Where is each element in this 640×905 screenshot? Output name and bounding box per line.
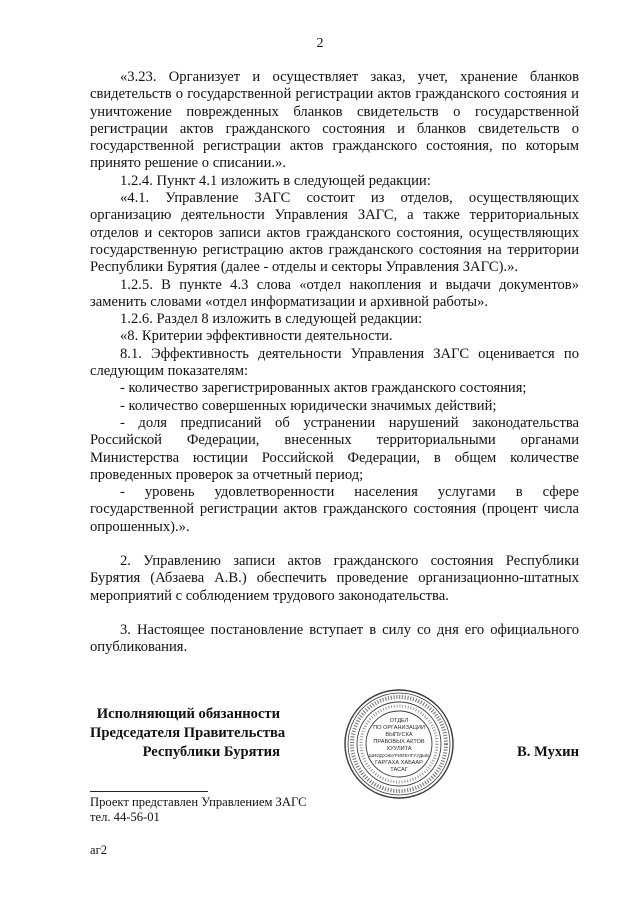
signer-title-line: Исполняющий обязанности [96, 706, 280, 722]
footer-phone-line: тел. 44-56-01 [90, 809, 160, 824]
document-body [90, 69, 579, 657]
seal-text: ШИИДХЭБУРИИЕНГУУДЫЕ [368, 753, 430, 758]
signer-name: В. Мухин [516, 744, 579, 760]
page-number: 2 [316, 36, 324, 51]
official-seal [343, 688, 455, 800]
seal-text: ВЫПУСКА [385, 732, 413, 738]
bullet-legal-actions: - количество совершенных юридически значимых действий; [120, 397, 497, 414]
bullet-prescriptions-share: - доля предписаний об устранении нарушений законодательства Российской Федерации, внесенных территориальными органами Министерства юстиции Российской Федерации, в общем количестве проведенных проверок за отчетный период; [90, 414, 579, 483]
paragraph-3-23: «3.23. Организует и осуществляет заказ, учет, хранение бланков свидетельств о государственной регистрации актов гражданского состояния и уничтожение поврежденных бланков свидетельств о государственной регистрации актов гражданского состояния и бланков свидетельств о государственной регистрации актов гражданского состояния, по которым принято решение о списании.». [90, 69, 579, 172]
paragraph-1-2-6: 1.2.6. Раздел 8 изложить в следующей редакции: [120, 311, 423, 328]
bullet-satisfaction-level: - уровень удовлетворенности населения услугами в сфере государственной регистрации актов гражданского состояния (процент числа опрошенных).». [90, 484, 579, 535]
footer-document-code: аг2 [90, 843, 108, 857]
bullet-registered-acts: - количество зарегистрированных актов гражданского состояния; [120, 380, 527, 397]
footer-divider [90, 791, 208, 792]
seal-text: ПО ОРГАНИЗАЦИИ [373, 725, 425, 731]
paragraph-1-2-4: 1.2.4. Пункт 4.1 изложить в следующей редакции: [120, 172, 431, 189]
paragraph-1-2-5: 1.2.5. В пункте 4.3 слова «отдел накопления и выдачи документов» заменить словами «отдел информатизации и архивной работы». [90, 276, 579, 310]
paragraph-8-1: 8.1. Эффективность деятельности Управления ЗАГС оценивается по следующим показателям: [90, 345, 579, 380]
signer-title-line: Республики Бурятия [142, 744, 280, 760]
paragraph-item-2: 2. Управлению записи актов гражданского состояния Республики Бурятия (Абзаева А.В.) обеспечить проведение организационно-штатных мероприятий с соблюдением трудового законодательства. [90, 553, 579, 604]
signer-title [90, 705, 286, 762]
seal-text: ОТДЕЛ [389, 718, 409, 724]
signature-block [90, 688, 579, 798]
seal-text: ПРАВОВЫХ АКТОВ [373, 739, 425, 745]
seal-text: ТАСАГ [390, 767, 408, 773]
seal-text: ХУУЛИТА [386, 746, 412, 752]
footer-note [90, 795, 306, 858]
paragraph-section-8: «8. Критерии эффективности деятельности. [120, 328, 393, 345]
seal-text: ГАРГАХА ХАБААР [375, 760, 423, 766]
signer-title-line: Председателя Правительства [90, 725, 286, 741]
paragraph-item-3: 3. Настоящее постановление вступает в силу со дня его официального опубликования. [90, 621, 579, 656]
paragraph-4-1: «4.1. Управление ЗАГС состоит из отделов, осуществляющих организацию деятельности Управления ЗАГС, а также территориальных отделов и секторов записи актов гражданского состояния, осуществляющих государственную регистрацию актов гражданского состояния на территории Республики Бурятия (далее - отделы и секторы Управления ЗАГС).». [90, 190, 579, 276]
footer-project-line: Проект представлен Управлением ЗАГС [90, 795, 307, 809]
